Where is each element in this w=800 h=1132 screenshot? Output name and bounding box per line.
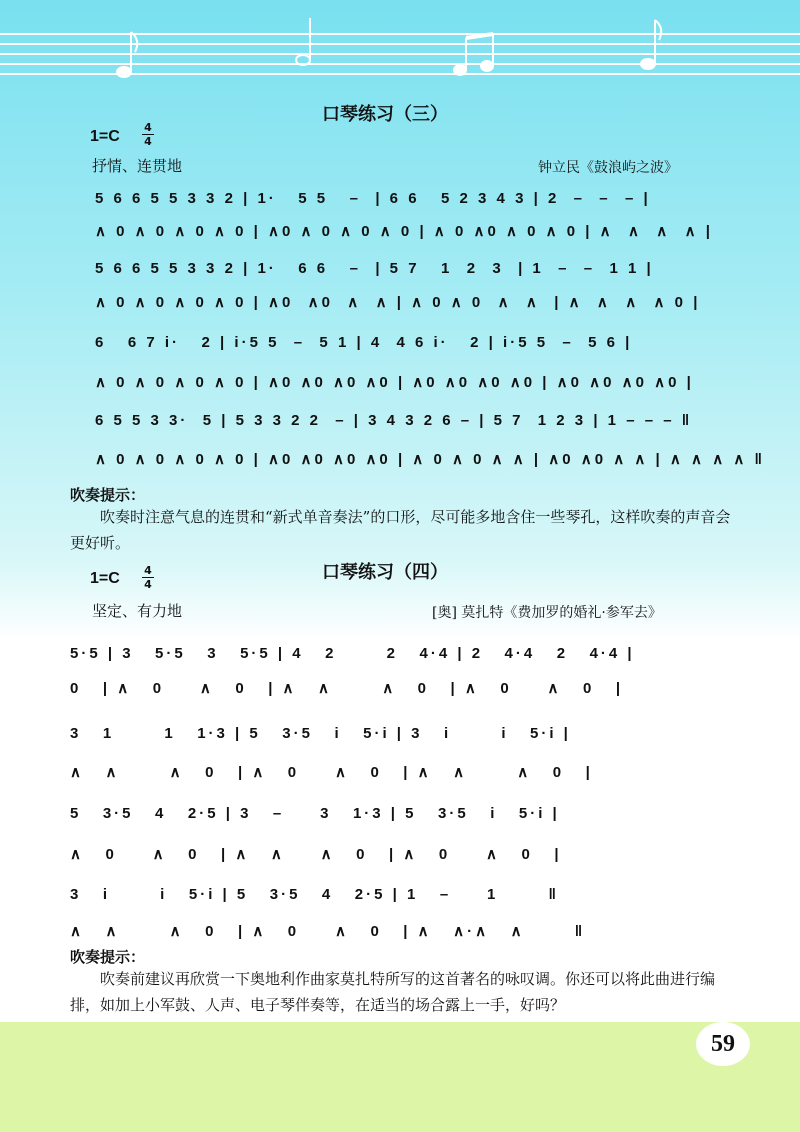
- exercise3-notes-row: 5 6 6 5 5 3 3 2 | 1· 6 6 – | 5 7 1 2 3 | 1 – – 1 1 |: [95, 260, 654, 277]
- exercise3-key: 1=C: [90, 128, 120, 145]
- exercise4-notes-row: 3 i i 5·i | 5 3·5 4 2·5 | 1 – 1 ‖: [70, 886, 559, 903]
- exercise4-hint-text: 吹奏前建议再欣赏一下奥地利作曲家莫扎特所写的这首著名的咏叹调。你还可以将此曲进行编排，如加上小军鼓、人声、电子琴伴奏等，在适当的场合露上一手，好吗？: [70, 970, 716, 1014]
- exercise4-key: 1=C: [90, 570, 120, 587]
- exercise3-notes-row: 6 5 5 3 3· 5 | 5 3 3 2 2 – | 3 4 3 2 6 – | 5 7 1 2 3 | 1 – – – ‖: [95, 412, 693, 429]
- exercise4-title: 口琴练习（四）: [322, 562, 448, 583]
- exercise4-tempo: 坚定、有力地: [92, 602, 183, 620]
- time-bottom: 4: [144, 135, 152, 148]
- exercise4-notes-row: 3 1 1 1·3 | 5 3·5 i 5·i | 3 i i 5·i |: [70, 725, 571, 742]
- page-number: 59: [696, 1022, 750, 1066]
- time-bottom: 4: [144, 578, 152, 591]
- bottom-color-band: [0, 1022, 800, 1132]
- exercise4-time-signature: [142, 565, 154, 590]
- exercise3-breath-row: ∧ 0 ∧ 0 ∧ 0 ∧ 0 | ∧0 ∧0 ∧ ∧ | ∧ 0 ∧ 0 ∧ ∧ | ∧ ∧ ∧ ∧ 0 |: [95, 294, 701, 311]
- half-note-icon: [296, 18, 310, 65]
- exercise4-breath-row: ∧ 0 ∧ 0 | ∧ ∧ ∧ 0 | ∧ 0 ∧ 0 |: [70, 846, 562, 863]
- time-top: 4: [144, 121, 152, 134]
- time-top: 4: [144, 564, 152, 577]
- exercise3-breath-row: ∧ 0 ∧ 0 ∧ 0 ∧ 0 | ∧0 ∧0 ∧0 ∧0 | ∧ 0 ∧ 0 ∧ ∧ | ∧0 ∧0 ∧ ∧ | ∧ ∧ ∧ ∧ ‖: [95, 451, 765, 468]
- exercise3-breath-row: ∧ 0 ∧ 0 ∧ 0 ∧ 0 | ∧0 ∧0 ∧0 ∧0 | ∧0 ∧0 ∧0 ∧0 | ∧0 ∧0 ∧0 ∧0 |: [95, 374, 694, 391]
- exercise4-hint-label: 吹奏提示：: [70, 948, 146, 966]
- exercise3-notes-row: 6 6 7 i· 2 | i·5 5 – 5 1 | 4 4 6 i· 2 | i·5 5 – 5 6 |: [95, 334, 633, 351]
- exercise3-composer: 钟立民《鼓浪屿之波》: [538, 160, 678, 176]
- exercise3-breath-row: ∧ 0 ∧ 0 ∧ 0 ∧ 0 | ∧0 ∧ 0 ∧ 0 ∧ 0 | ∧ 0 ∧0 ∧ 0 ∧ 0 | ∧ ∧ ∧ ∧ |: [95, 223, 713, 240]
- exercise3-notes-row: 5 6 6 5 5 3 3 2 | 1· 5 5 – | 6 6 5 2 3 4 3 | 2 – – – |: [95, 190, 651, 207]
- decorative-staff: [0, 0, 800, 90]
- exercise4-notes-row: 5·5 | 3 5·5 3 5·5 | 4 2 2 4·4 | 2 4·4 2 4·4 |: [70, 645, 635, 662]
- exercise4-breath-row: ∧ ∧ ∧ 0 | ∧ 0 ∧ 0 | ∧ ∧·∧ ∧ ‖: [70, 923, 586, 940]
- exercise3-tempo: 抒情、连贯地: [92, 157, 183, 175]
- exercise4-breath-row: 0 | ∧ 0 ∧ 0 | ∧ ∧ ∧ 0 | ∧ 0 ∧ 0 |: [70, 680, 624, 697]
- exercise3-time-signature: [142, 122, 154, 147]
- exercise4-breath-row: ∧ ∧ ∧ 0 | ∧ 0 ∧ 0 | ∧ ∧ ∧ 0 |: [70, 764, 593, 781]
- exercise3-title: 口琴练习（三）: [322, 104, 448, 125]
- exercise3-hint-text: 吹奏时注意气息的连贯和“新式单音奏法”的口形，尽可能多地含住一些琴孔，这样吹奏的声音会更好听。: [70, 508, 731, 552]
- exercise4-composer: [奥] 莫扎特《费加罗的婚礼·参军去》: [432, 605, 662, 621]
- exercise4-notes-row: 5 3·5 4 2·5 | 3 – 3 1·3 | 5 3·5 i 5·i |: [70, 805, 560, 822]
- exercise3-hint-label: 吹奏提示：: [70, 486, 146, 504]
